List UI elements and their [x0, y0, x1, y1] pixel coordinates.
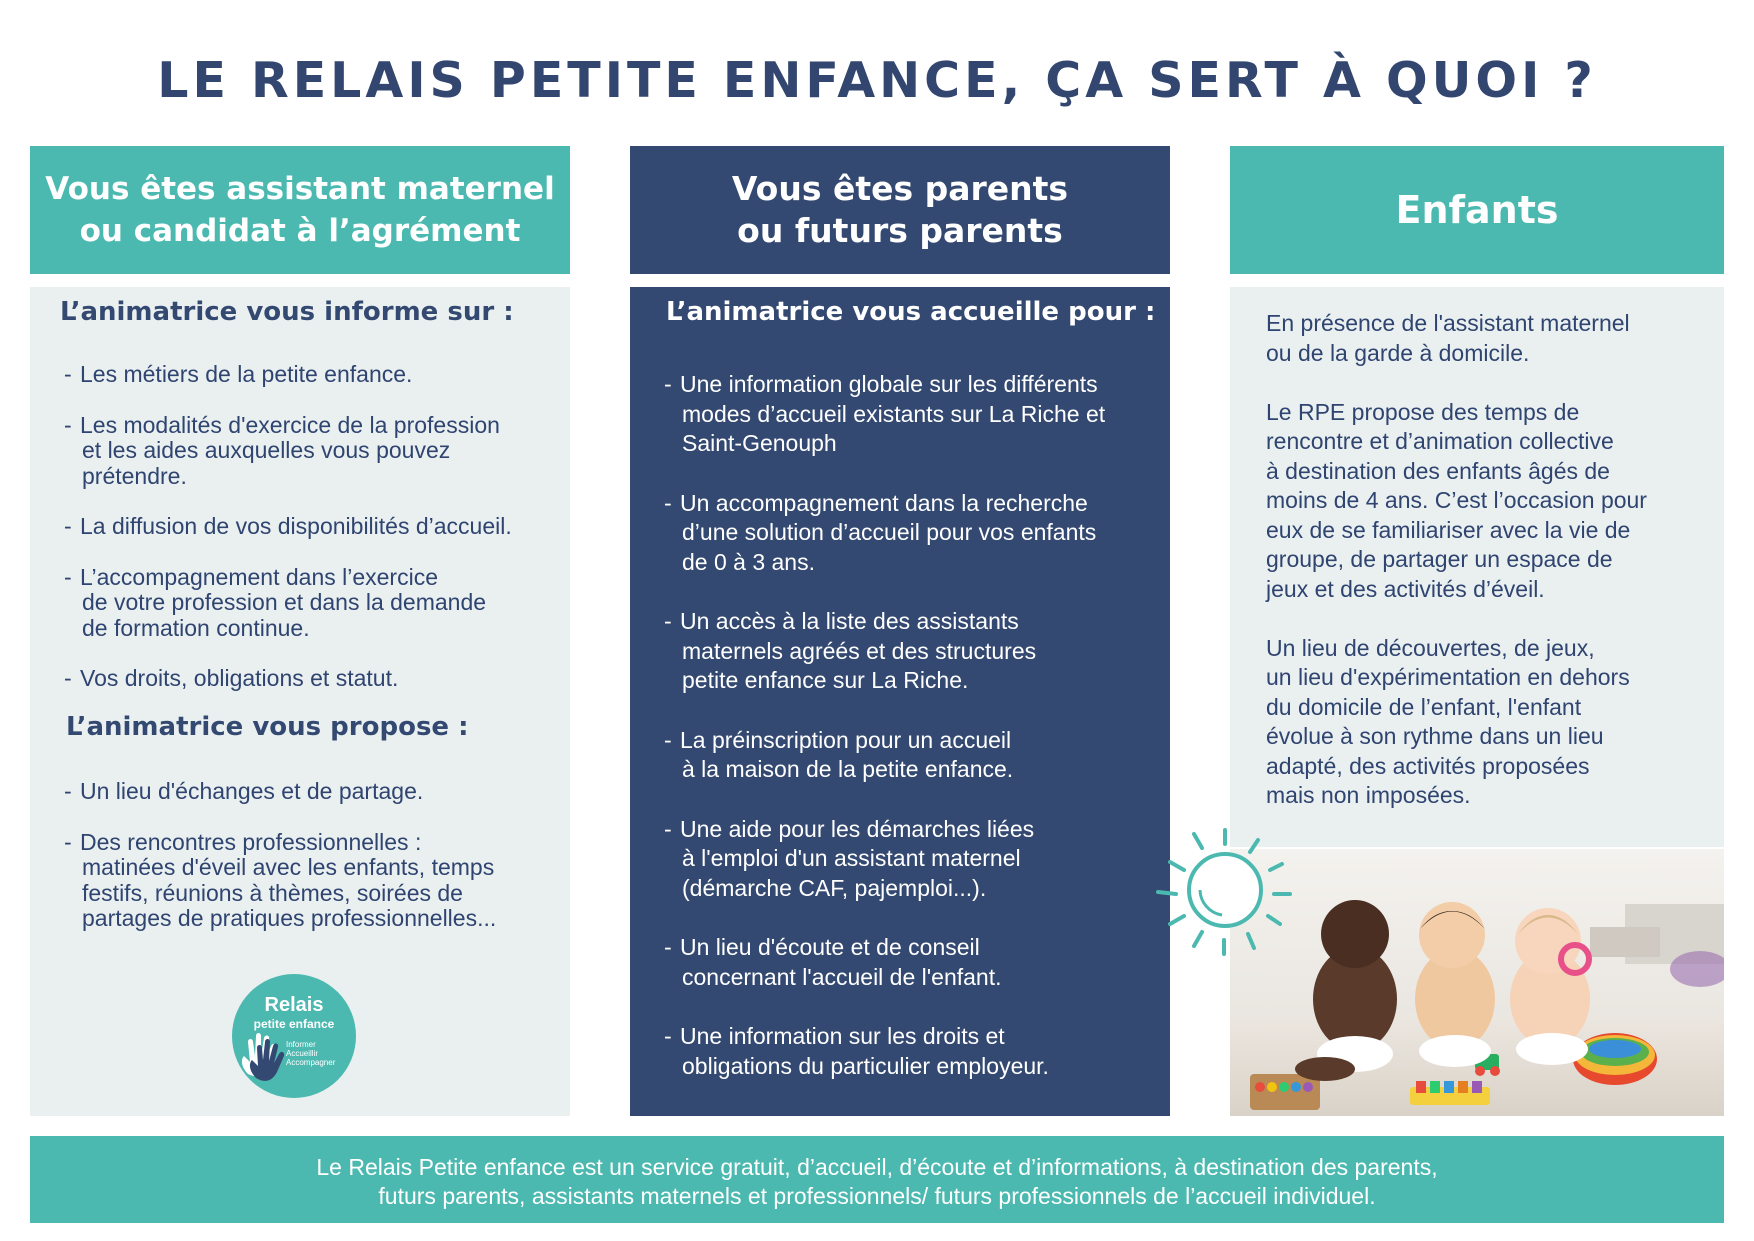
list-item: - La préinscription pour un accueil à la maison de la petite enfance.: [664, 726, 1105, 785]
enfants-panel: [1230, 287, 1724, 847]
propose-list: [64, 779, 496, 957]
list-item: - L’accompagnement dans l’exercice de votre profession et dans la demande de formation continue.: [64, 565, 512, 642]
logo-subtitle: petite enfance: [253, 1017, 335, 1031]
accueille-list: [664, 370, 1105, 1111]
list-item: - Un lieu d'échanges et de partage.: [64, 779, 496, 805]
list-item: - Une aide pour les démarches liées à l'emploi d'un assistant maternel (démarche CAF, pajemploi...).: [664, 815, 1105, 904]
logo-taglines: Informer Accueillir Accompagner: [286, 1040, 336, 1067]
header-line: Vous êtes assistant maternel: [45, 171, 555, 207]
header-parents: [630, 146, 1170, 274]
babies-photo: [1230, 849, 1724, 1116]
enfants-text: [1266, 309, 1647, 840]
footer-line: Le Relais Petite enfance est un service gratuit, d’accueil, d’écoute et d’informations, à destination des parents,: [316, 1154, 1438, 1180]
logo-name: Relais: [264, 994, 324, 1016]
paragraph: En présence de l'assistant maternel ou de la garde à domicile.: [1266, 310, 1630, 366]
header-line: ou candidat à l’agrément: [79, 213, 521, 249]
header-enfants: [1230, 146, 1724, 274]
sun-illustration: [1150, 820, 1300, 960]
list-item: - Un accès à la liste des assistants maternels agréés et des structures petite enfance sur La Riche.: [664, 607, 1105, 696]
list-item: - Une information sur les droits et obligations du particulier employeur.: [664, 1022, 1105, 1081]
footer-banner: [30, 1136, 1724, 1223]
relais-logo: [232, 974, 356, 1098]
list-item: - Un accompagnement dans la recherche d’une solution d’accueil pour vos enfants de 0 à 3 ans.: [664, 489, 1105, 578]
section-heading-informe: L’animatrice vous informe sur :: [60, 297, 514, 327]
list-item: - Les modalités d'exercice de la profession et les aides auxquelles vous pouvez prétendre.: [64, 413, 512, 490]
list-item: - Des rencontres professionnelles : matinées d'éveil avec les enfants, temps festifs, réunions à thèmes, soirées de partages de pratiques professionnelles...: [64, 830, 496, 932]
list-item: - Une information globale sur les différents modes d’accueil existants sur La Riche et Saint-Genouph: [664, 370, 1105, 459]
header-line: Enfants: [1395, 188, 1559, 232]
paragraph: Le RPE propose des temps de rencontre et d’animation collective à destination des enfants âgés de moins de 4 ans. C’est l’occasion pour eux de se familiariser avec la vie de groupe, de partager un espace de jeux et des activités d’éveil.: [1266, 398, 1647, 602]
informe-list: [64, 362, 512, 717]
paragraph: Un lieu de découvertes, de jeux, un lieu d'expérimentation en dehors du domicile de l’enfant, l'enfant évolue à son rythme dans un lieu adapté, des activités proposées mais non imposées.: [1266, 634, 1630, 808]
list-item: - Un lieu d'écoute et de conseil concernant l'accueil de l'enfant.: [664, 933, 1105, 992]
hand-logo-icon: [238, 1030, 288, 1082]
parents-panel: [630, 287, 1170, 1116]
page-title: LE RELAIS PETITE ENFANCE, ÇA SERT À QUOI ?: [157, 52, 1597, 109]
header-assistant-maternel: [30, 146, 570, 274]
list-item: - La diffusion de vos disponibilités d’accueil.: [64, 514, 512, 540]
list-item: - Vos droits, obligations et statut.: [64, 666, 512, 692]
header-line: Vous êtes parents: [731, 169, 1069, 208]
section-heading-propose: L’animatrice vous propose :: [66, 712, 469, 742]
footer-line: futurs parents, assistants maternels et professionnels/ futurs professionnels de l’accueil individuel.: [378, 1183, 1376, 1209]
list-item: - Les métiers de la petite enfance.: [64, 362, 512, 388]
section-heading-accueille: L’animatrice vous accueille pour :: [666, 297, 1156, 327]
header-line: ou futurs parents: [737, 211, 1063, 250]
